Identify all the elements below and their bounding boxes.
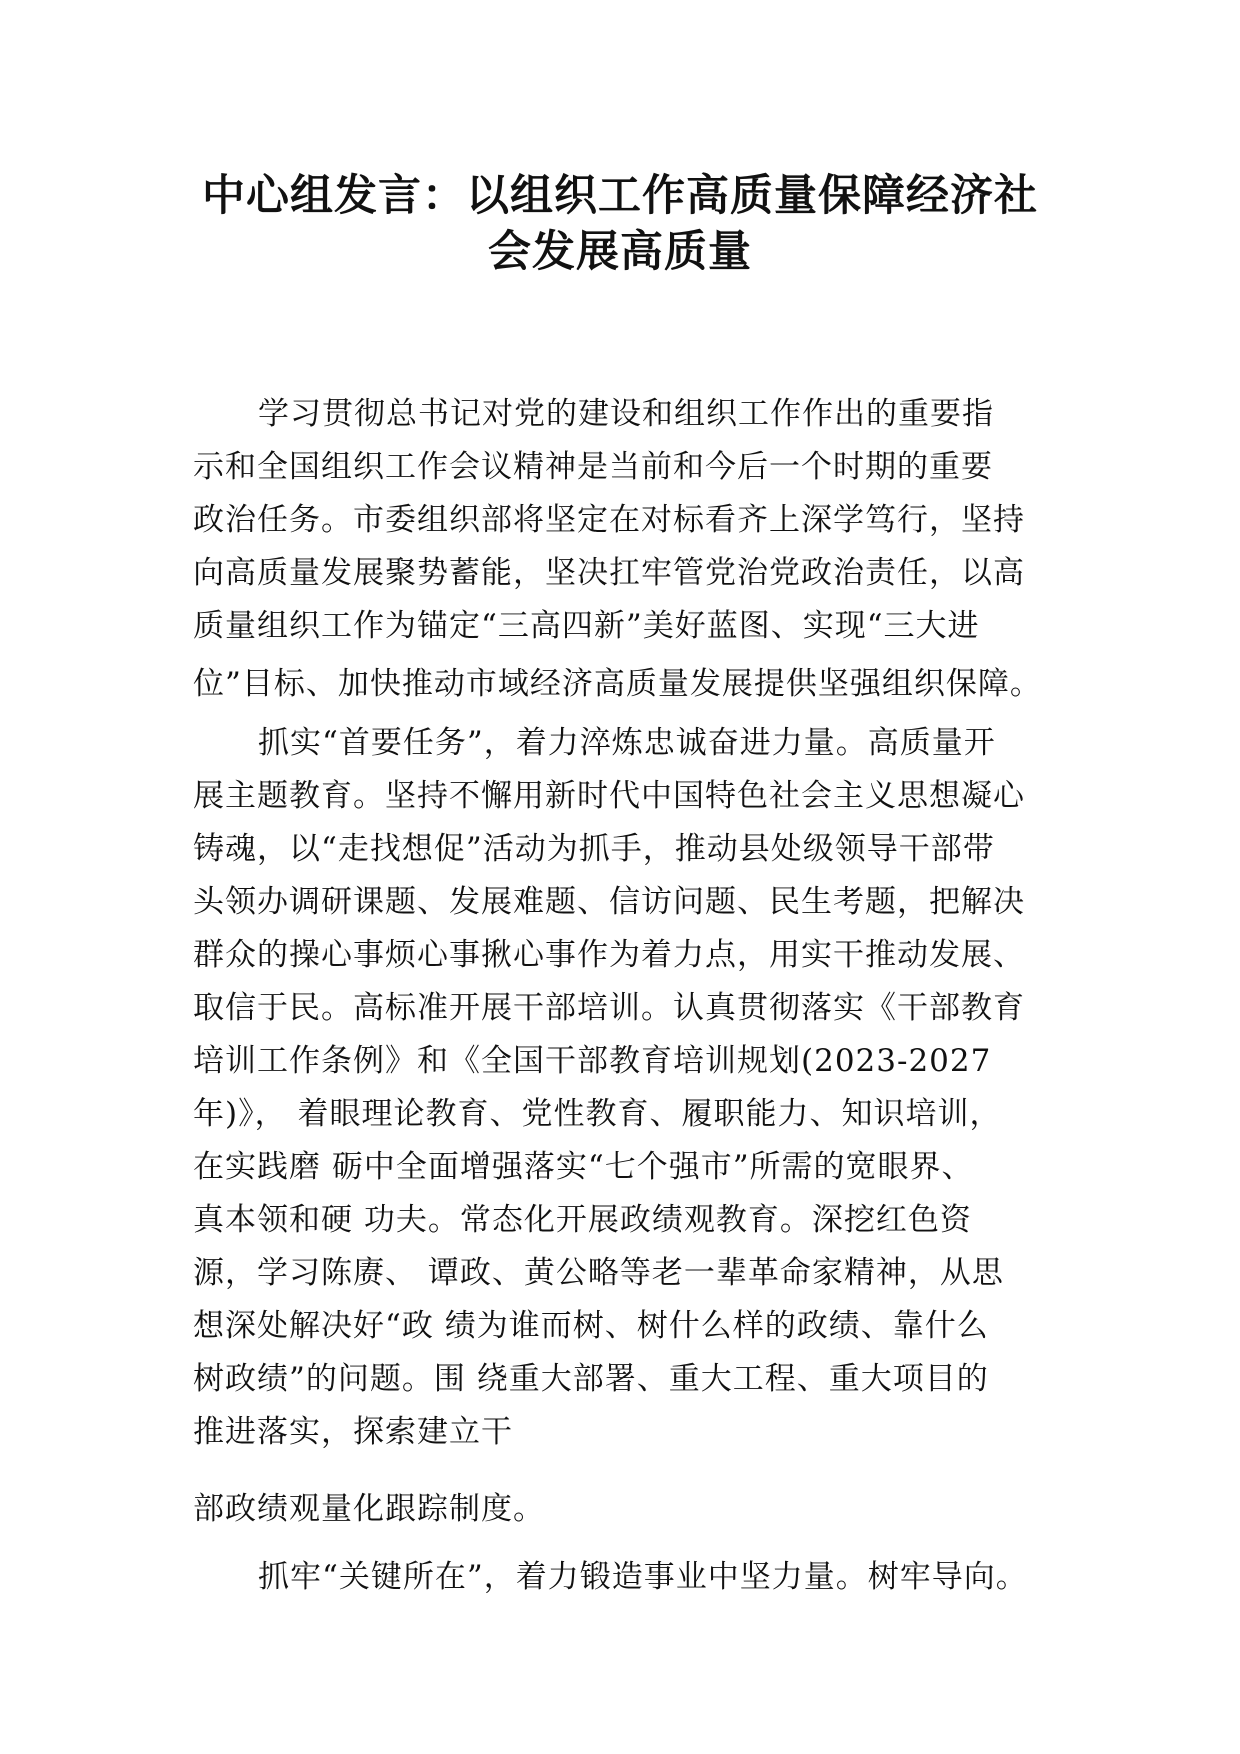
body-line: 示和全国组织工作会议精神是当前和今后一个时期的重要 <box>193 449 993 485</box>
body-line: 年)》， 着眼理论教育、党性教育、履职能力、知识培训， <box>193 1096 1002 1132</box>
body-line: 取信于民。高标准开展干部培训。认真贯彻落实《干部教育 <box>193 990 1025 1026</box>
body-line: 源，学习陈赓、 谭政、黄公略等老一辈革命家精神，从思 <box>193 1255 1004 1291</box>
body-line: 群众的操心事烦心事揪心事作为着力点，用实干推动发展、 <box>193 937 1025 973</box>
body-line: 培训工作条例》和《全国干部教育培训规划(2023-2027 <box>193 1043 992 1079</box>
body-line: 学习贯彻总书记对党的建设和组织工作作出的重要指 <box>258 396 994 432</box>
body-line: 头领办调研课题、发展难题、信访问题、民生考题，把解决 <box>193 884 1025 920</box>
body-line: 政治任务。市委组织部将坚定在对标看齐上深学笃行，坚持 <box>193 502 1025 538</box>
document-title-line-2: 会发展高质量 <box>488 227 752 277</box>
document-title-line-1: 中心组发言：以组织工作高质量保障经济社 <box>202 171 1038 221</box>
body-line: 真本领和硬 功夫。常态化开展政绩观教育。深挖红色资 <box>193 1202 972 1238</box>
body-line: 想深处解决好“政 绩为谁而树、树什么样的政绩、靠什么 <box>193 1308 989 1344</box>
body-line: 铸魂，以“走找想促”活动为抓手，推动县处级领导干部带 <box>193 831 995 867</box>
body-line: 抓实“首要任务”，着力淬炼忠诚奋进力量。高质量开 <box>258 725 996 761</box>
body-line: 部政绩观量化跟踪制度。 <box>193 1491 545 1527</box>
body-line: 质量组织工作为锚定“三高四新”美好蓝图、实现“三大进 <box>193 608 980 644</box>
body-line: 展主题教育。坚持不懈用新时代中国特色社会主义思想凝心 <box>193 778 1025 814</box>
body-line: 推进落实，探索建立干 <box>193 1414 513 1450</box>
body-line: 抓牢“关键所在”，着力锻造事业中坚力量。树牢导向。 <box>258 1559 1028 1595</box>
body-line: 位”目标、加快推动市域经济高质量发展提供坚强组织保障。 <box>193 666 1042 702</box>
body-line: 树政绩”的问题。围 绕重大部署、重大工程、重大项目的 <box>193 1361 989 1397</box>
body-line: 向高质量发展聚势蓄能，坚决扛牢管党治党政治责任，以高 <box>193 555 1025 591</box>
body-line: 在实践磨 砺中全面增强落实“七个强市”所需的宽眼界、 <box>193 1149 974 1185</box>
